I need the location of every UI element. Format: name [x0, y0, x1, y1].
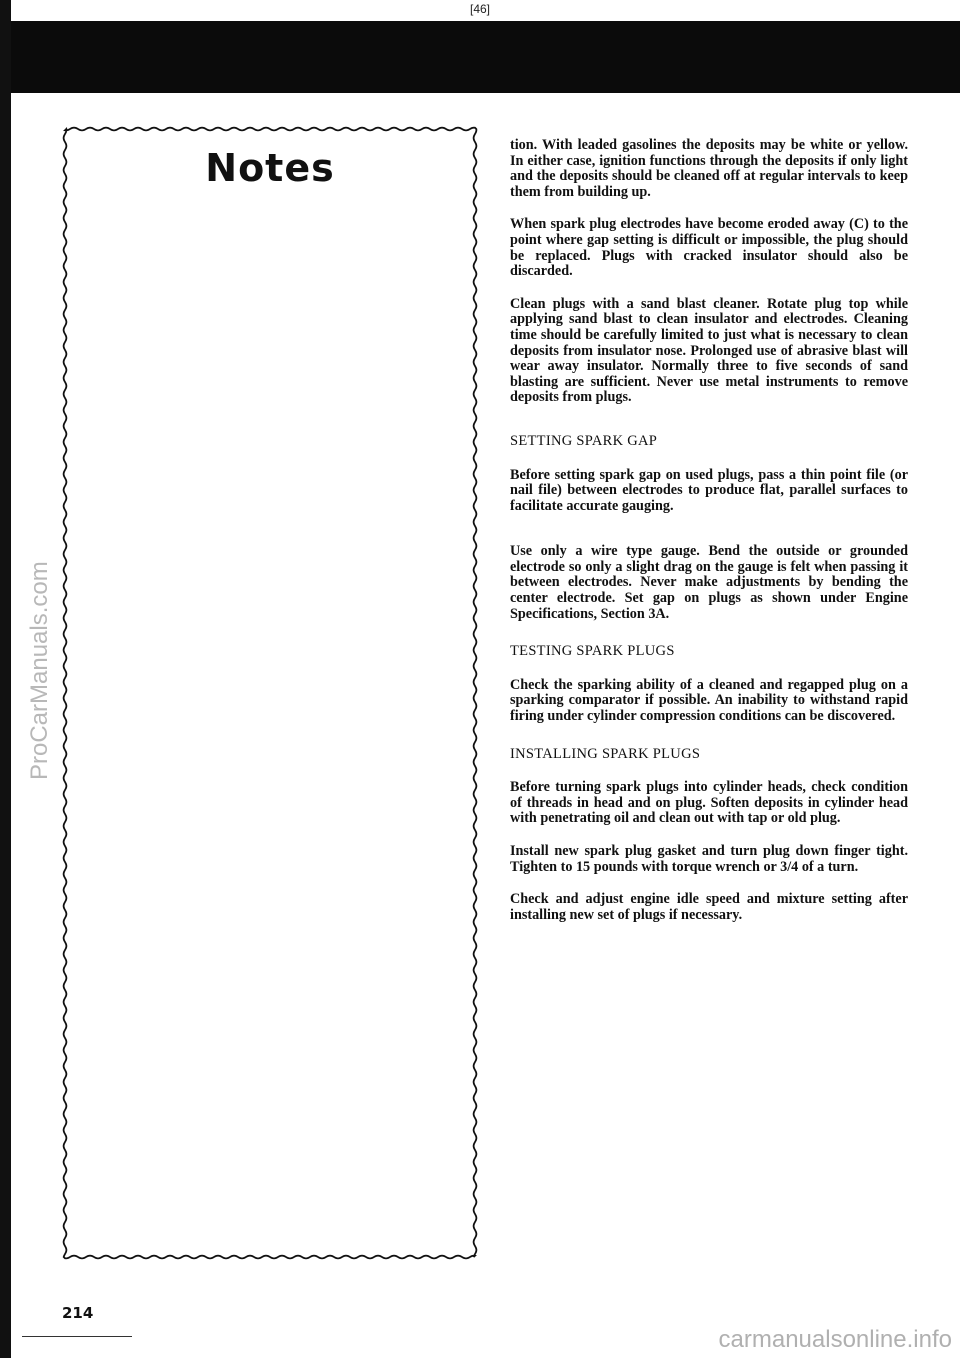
- paragraph: Before setting spark gap on used plugs, pass a thin point file (or nail file) between electrodes to produce flat, parallel surfaces to facilitate accurate gauging.: [510, 466, 908, 514]
- header-bar: [11, 21, 960, 93]
- notes-box: [62, 126, 478, 1260]
- watermark-left: ProCarManuals.com: [26, 561, 53, 780]
- paragraph: Clean plugs with a sand blast cleaner. Rotate plug top while applying sand blast to clean insulator and electrodes. Cleaning time should be carefully limited to just what is necessary to clean deposits from insulator nose. Prolonged use of abrasive blast will wear away insulator. Normally three to five seconds of sand blasting are sufficient. Never use metal instruments to remove deposits from plugs.: [510, 295, 908, 406]
- paragraph: Install new spark plug gasket and turn plug down finger tight. Tighten to 15 pounds with torque wrench or 3/4 of a turn.: [510, 843, 908, 875]
- section-heading: TESTING SPARK PLUGS: [510, 643, 675, 660]
- wavy-border: [62, 126, 478, 1260]
- paragraph: Check and adjust engine idle speed and mixture setting after installing new set of plugs if necessary.: [510, 891, 908, 923]
- section-heading: INSTALLING SPARK PLUGS: [510, 745, 701, 762]
- paragraph: Check the sparking ability of a cleaned and regapped plug on a sparking comparator if possible. An inability to withstand rapid firing under cylinder compression conditions can be discovered.: [510, 676, 908, 725]
- notes-title: Notes: [205, 146, 335, 190]
- footer-rule: [22, 1336, 132, 1337]
- paragraph: Use only a wire type gauge. Bend the outside or grounded electrode so only a slight drag on the gauge is felt when passing it between electrodes. Never make adjustments by bending the center electrode. Set gap on plugs as shown under Engine Specifications, Section 3A.: [510, 543, 908, 622]
- paragraph: tion. With leaded gasolines the deposits may be white or yellow. In either case, ignition functions through the deposits if only light and the deposits should be cleaned off at regular intervals to keep them from building up.: [510, 137, 908, 200]
- page-number: 214: [62, 1304, 94, 1322]
- left-binding-rule: [0, 0, 11, 1358]
- watermark-bottom: carmanualsonline.info: [718, 1326, 952, 1353]
- page-content: [510, 138, 908, 940]
- paragraph: When spark plug electrodes have become eroded away (C) to the point where gap setting is difficult or impossible, the plug should be replaced. Plugs with cracked insulator should also be discarded.: [510, 216, 908, 280]
- page-number-top: [46]: [469, 2, 490, 16]
- section-heading: SETTING SPARK GAP: [510, 432, 658, 449]
- paragraph: Before turning spark plugs into cylinder heads, check condition of threads in head and on plug. Soften deposits in cylinder head with penetrating oil and clean out with tap or old plug.: [510, 779, 908, 827]
